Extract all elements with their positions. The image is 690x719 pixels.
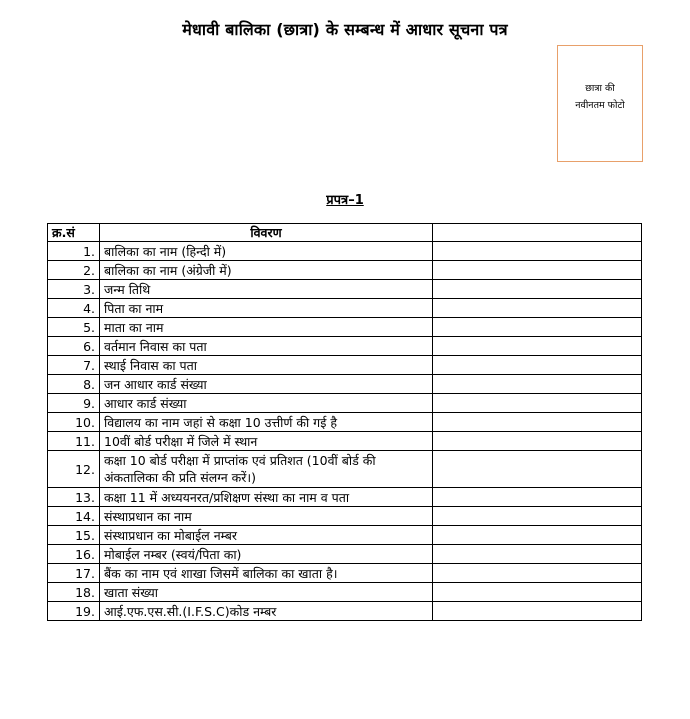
row-value-cell[interactable] — [433, 261, 642, 280]
row-description: बैंक का नाम एवं शाखा जिसमें बालिका का खाता है। — [100, 564, 433, 583]
page-title: मेधावी बालिका (छात्रा) के सम्बन्ध में आधार सूचना पत्र — [182, 20, 508, 39]
table-row — [48, 602, 642, 621]
row-serial-number: 17. — [48, 564, 100, 583]
table-row — [48, 299, 642, 318]
row-description: स्थाई निवास का पता — [100, 356, 433, 375]
photo-label-line1: छात्रा की — [585, 83, 615, 94]
row-serial-number: 15. — [48, 526, 100, 545]
table-row — [48, 432, 642, 451]
row-value-cell[interactable] — [433, 299, 642, 318]
row-serial-number: 8. — [48, 375, 100, 394]
table-row — [48, 337, 642, 356]
table-header-row — [48, 224, 642, 242]
row-value-cell[interactable] — [433, 451, 642, 488]
header-value — [433, 224, 642, 242]
row-serial-number: 10. — [48, 413, 100, 432]
table-row — [48, 583, 642, 602]
table-row — [48, 413, 642, 432]
row-serial-number: 7. — [48, 356, 100, 375]
row-value-cell[interactable] — [433, 488, 642, 507]
table-row — [48, 488, 642, 507]
row-description: विद्यालय का नाम जहां से कक्षा 10 उत्तीर्ण की गई है — [100, 413, 433, 432]
row-description: आई.एफ.एस.सी.(I.F.S.C)कोड नम्बर — [100, 602, 433, 621]
row-description: 10वीं बोर्ड परीक्षा में जिले में स्थान — [100, 432, 433, 451]
row-value-cell[interactable] — [433, 337, 642, 356]
row-serial-number: 6. — [48, 337, 100, 356]
row-description: कक्षा 10 बोर्ड परीक्षा में प्राप्तांक एवं प्रतिशत (10वीं बोर्ड की अंकतालिका की प्रति संलग्न करें।) — [100, 451, 433, 488]
table-row — [48, 451, 642, 488]
photo-label-line2: नवीनतम फोटो — [575, 100, 625, 111]
header-description: विवरण — [100, 224, 433, 242]
row-serial-number: 4. — [48, 299, 100, 318]
row-serial-number: 9. — [48, 394, 100, 413]
row-description: जन आधार कार्ड संख्या — [100, 375, 433, 394]
row-serial-number: 12. — [48, 451, 100, 488]
row-serial-number: 16. — [48, 545, 100, 564]
row-value-cell[interactable] — [433, 602, 642, 621]
row-value-cell[interactable] — [433, 507, 642, 526]
table-row — [48, 318, 642, 337]
row-description: वर्तमान निवास का पता — [100, 337, 433, 356]
table-row — [48, 356, 642, 375]
table-row — [48, 242, 642, 261]
row-description: खाता संख्या — [100, 583, 433, 602]
row-serial-number: 2. — [48, 261, 100, 280]
table-row — [48, 545, 642, 564]
row-value-cell[interactable] — [433, 318, 642, 337]
row-description: संस्थाप्रधान का नाम — [100, 507, 433, 526]
table-row — [48, 394, 642, 413]
row-description: जन्म तिथि — [100, 280, 433, 299]
row-serial-number: 5. — [48, 318, 100, 337]
row-serial-number: 3. — [48, 280, 100, 299]
table-row — [48, 280, 642, 299]
row-description: संस्थाप्रधान का मोबाईल नम्बर — [100, 526, 433, 545]
row-description: माता का नाम — [100, 318, 433, 337]
table-row — [48, 564, 642, 583]
row-serial-number: 19. — [48, 602, 100, 621]
table-row — [48, 261, 642, 280]
row-description: बालिका का नाम (हिन्दी में) — [100, 242, 433, 261]
row-description: बालिका का नाम (अंग्रेजी में) — [100, 261, 433, 280]
form-number-text: प्रपत्र–1 — [326, 193, 364, 208]
row-value-cell[interactable] — [433, 583, 642, 602]
row-value-cell[interactable] — [433, 564, 642, 583]
row-value-cell[interactable] — [433, 394, 642, 413]
row-value-cell[interactable] — [433, 375, 642, 394]
row-serial-number: 18. — [48, 583, 100, 602]
table-row — [48, 526, 642, 545]
row-value-cell[interactable] — [433, 356, 642, 375]
row-description: पिता का नाम — [100, 299, 433, 318]
row-serial-number: 1. — [48, 242, 100, 261]
header-serial-number: क्र.सं — [48, 224, 100, 242]
row-value-cell[interactable] — [433, 280, 642, 299]
table-row — [48, 375, 642, 394]
table-row — [48, 507, 642, 526]
row-value-cell[interactable] — [433, 545, 642, 564]
info-table — [47, 223, 642, 621]
photo-placeholder-box — [557, 45, 643, 162]
row-description: मोबाईल नम्बर (स्वयं/पिता का) — [100, 545, 433, 564]
row-value-cell[interactable] — [433, 413, 642, 432]
row-value-cell[interactable] — [433, 242, 642, 261]
row-value-cell[interactable] — [433, 432, 642, 451]
row-serial-number: 13. — [48, 488, 100, 507]
form-number-heading — [0, 190, 690, 208]
row-value-cell[interactable] — [433, 526, 642, 545]
row-description: कक्षा 11 में अध्ययनरत/प्रशिक्षण संस्था का नाम व पता — [100, 488, 433, 507]
row-description: आधार कार्ड संख्या — [100, 394, 433, 413]
row-serial-number: 11. — [48, 432, 100, 451]
row-serial-number: 14. — [48, 507, 100, 526]
